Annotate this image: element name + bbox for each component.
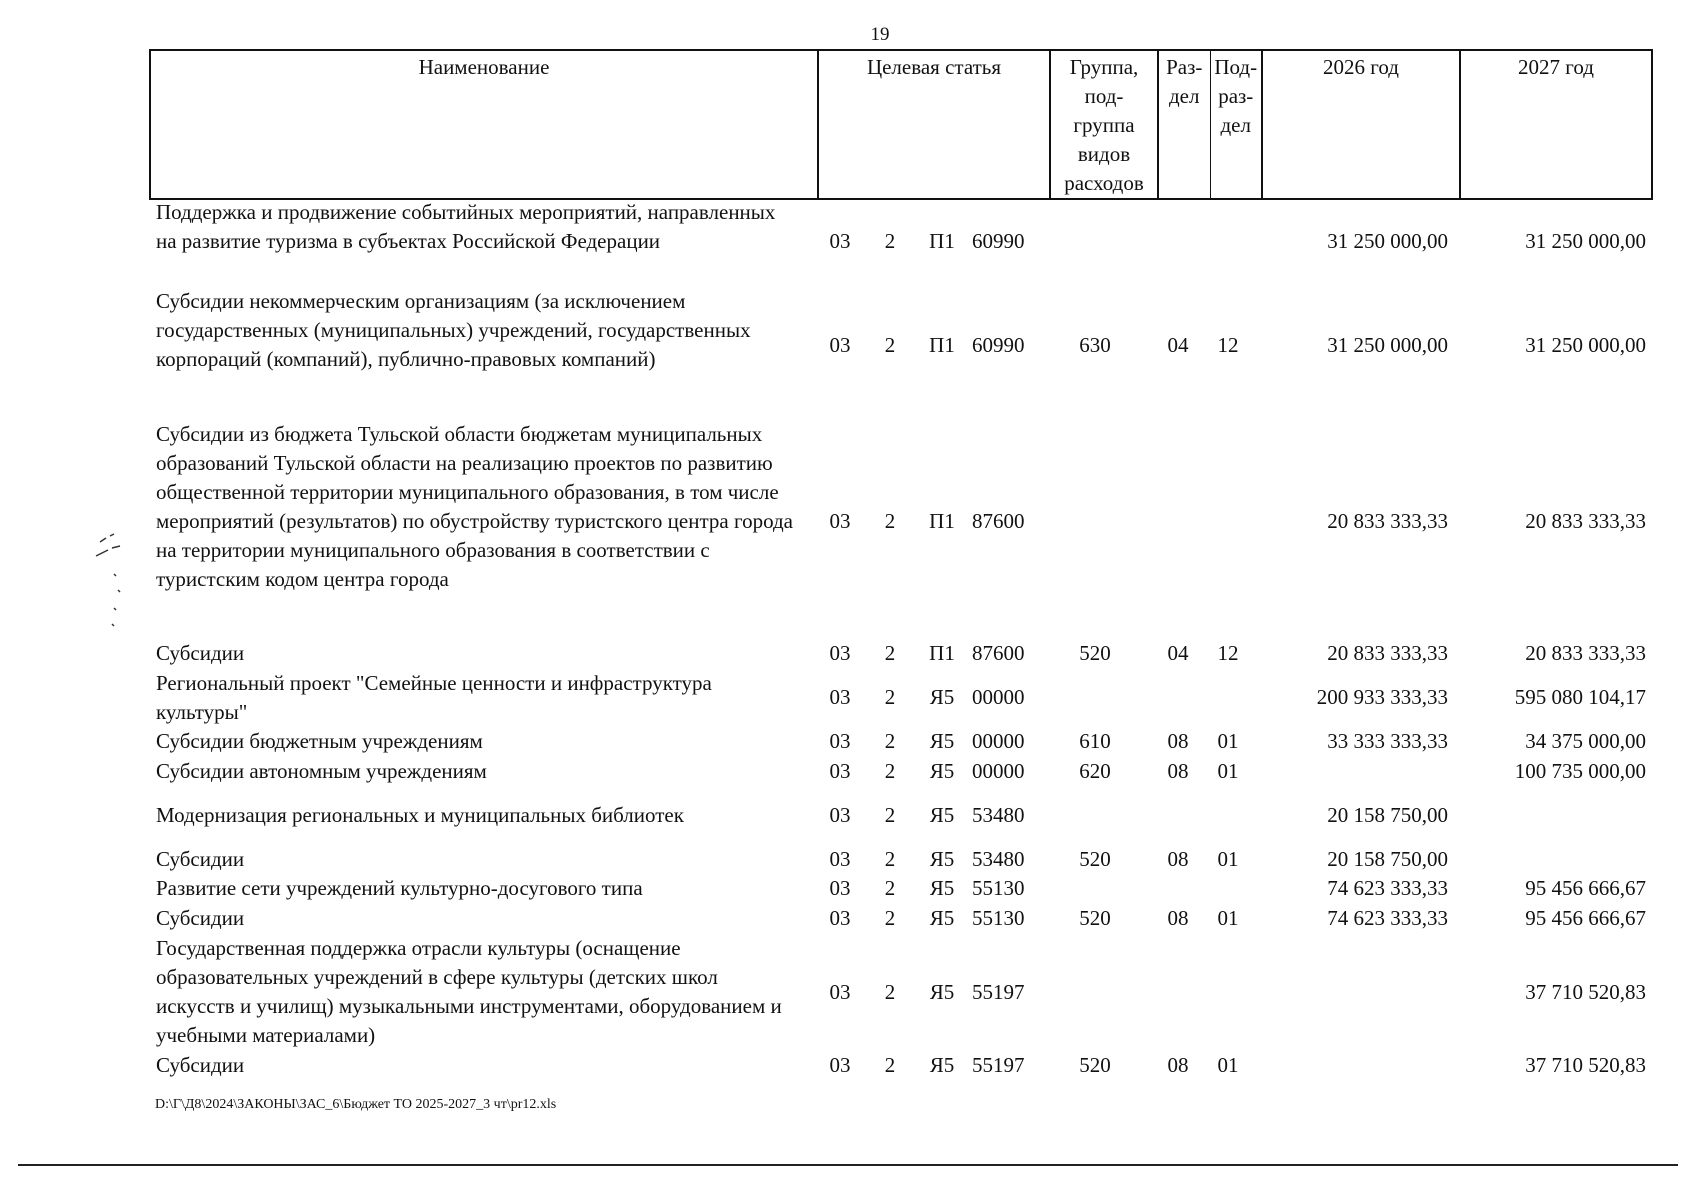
code-1: 03	[829, 641, 851, 665]
code-2: 2	[884, 641, 896, 665]
code-4: 55130	[972, 906, 1025, 930]
code-1: 03	[829, 876, 851, 900]
code-4: 87600	[972, 641, 1025, 665]
code-1: 03	[829, 1053, 851, 1077]
code-1: 03	[829, 729, 851, 753]
code-3: Я5	[929, 759, 955, 783]
code-4: 60990	[972, 229, 1025, 253]
header-section: Раз- дел	[1158, 50, 1210, 199]
expense-group: 520	[1079, 1053, 1111, 1077]
subsection: 01	[1217, 847, 1239, 871]
row-name: Субсидии некоммерческим организациям (за исключением государственных (муниципальных) учреждений, государственных корпораций (компаний), публично-правовых компаний)	[156, 289, 751, 371]
page-number: 19	[870, 24, 890, 45]
amount-2026: 20 833 333,33	[1327, 509, 1448, 533]
subsection: 01	[1217, 906, 1239, 930]
amount-2027: 20 833 333,33	[1525, 509, 1646, 533]
code-4: 00000	[972, 729, 1025, 753]
code-3: Я5	[929, 729, 955, 753]
amount-2027: 37 710 520,83	[1525, 1053, 1646, 1077]
amount-2026: 20 833 333,33	[1327, 641, 1448, 665]
code-1: 03	[829, 906, 851, 930]
file-path: D:\Г\Д8\2024\ЗАКОНЫ\ЗАС_6\Бюджет ТО 2025-2027_3 чт\pr12.xls	[155, 1097, 557, 1112]
header-year-2027: 2027 год	[1460, 50, 1652, 199]
code-3: П1	[929, 333, 955, 357]
section: 08	[1167, 1053, 1189, 1077]
code-1: 03	[829, 685, 851, 709]
code-3: Я5	[929, 847, 955, 871]
code-2: 2	[884, 803, 896, 827]
code-3: Я5	[929, 803, 955, 827]
subsection: 01	[1217, 1053, 1239, 1077]
amount-2027: 595 080 104,17	[1514, 685, 1646, 709]
header-group: Группа, под- группа видов расходов	[1050, 50, 1158, 199]
row-name: Субсидии бюджетным учреждениям	[156, 729, 483, 753]
header-year-2026: 2026 год	[1262, 50, 1460, 199]
section: 08	[1167, 759, 1189, 783]
code-1: 03	[829, 803, 851, 827]
expense-group: 610	[1079, 729, 1111, 753]
code-4: 87600	[972, 509, 1025, 533]
code-4: 53480	[972, 847, 1025, 871]
section: 08	[1167, 847, 1189, 871]
code-1: 03	[829, 980, 851, 1004]
expense-group: 620	[1079, 759, 1111, 783]
amount-2027: 100 735 000,00	[1514, 759, 1646, 783]
code-2: 2	[884, 729, 896, 753]
amount-2027: 20 833 333,33	[1525, 641, 1646, 665]
code-2: 2	[884, 876, 896, 900]
code-2: 2	[884, 906, 896, 930]
code-3: Я5	[929, 1053, 955, 1077]
amount-2027: 37 710 520,83	[1525, 980, 1646, 1004]
amount-2026: 31 250 000,00	[1327, 229, 1448, 253]
amount-2027: 34 375 000,00	[1525, 729, 1646, 753]
code-2: 2	[884, 333, 896, 357]
expense-group: 520	[1079, 641, 1111, 665]
code-4: 55130	[972, 876, 1025, 900]
code-1: 03	[829, 847, 851, 871]
amount-2026: 33 333 333,33	[1327, 729, 1448, 753]
code-2: 2	[884, 509, 896, 533]
code-4: 00000	[972, 759, 1025, 783]
code-4: 55197	[972, 980, 1025, 1004]
code-3: Я5	[929, 906, 955, 930]
subsection: 12	[1217, 333, 1239, 357]
code-4: 60990	[972, 333, 1025, 357]
row-name: Субсидии из бюджета Тульской области бюджетам муниципальных образований Тульской области на реализацию проектов по развитию общественной территории муниципального образования, в том числе мероприятий (результатов) по обустройству туристского центра города на территории муниципального образования в соответствии с туристским кодом центра города	[156, 422, 793, 591]
section: 08	[1167, 729, 1189, 753]
row-name: Субсидии	[156, 906, 245, 930]
row-name: Субсидии	[156, 847, 245, 871]
code-4: 53480	[972, 803, 1025, 827]
amount-2026: 200 933 333,33	[1316, 685, 1448, 709]
code-4: 00000	[972, 685, 1025, 709]
header-subsection: Под- раз- дел	[1210, 50, 1262, 199]
pen-marks-icon	[90, 528, 140, 628]
code-2: 2	[884, 1053, 896, 1077]
row-name: Развитие сети учреждений культурно-досугового типа	[156, 876, 643, 900]
code-2: 2	[884, 229, 896, 253]
code-4: 55197	[972, 1053, 1025, 1077]
header-target: Целевая статья	[818, 50, 1050, 199]
subsection: 01	[1217, 729, 1239, 753]
code-1: 03	[829, 759, 851, 783]
code-1: 03	[829, 229, 851, 253]
expense-group: 520	[1079, 906, 1111, 930]
expense-group: 630	[1079, 333, 1111, 357]
section: 04	[1167, 641, 1189, 665]
row-name: Региональный проект "Семейные ценности и инфраструктура культуры"	[156, 671, 712, 724]
amount-2026: 20 158 750,00	[1327, 847, 1448, 871]
amount-2026: 74 623 333,33	[1327, 876, 1448, 900]
code-2: 2	[884, 685, 896, 709]
row-name: Субсидии	[156, 1053, 245, 1077]
code-3: П1	[929, 229, 955, 253]
header-name: Наименование	[150, 50, 818, 199]
amount-2027: 95 456 666,67	[1525, 876, 1646, 900]
section: 04	[1167, 333, 1189, 357]
section: 08	[1167, 906, 1189, 930]
code-1: 03	[829, 333, 851, 357]
code-3: Я5	[929, 685, 955, 709]
amount-2027: 31 250 000,00	[1525, 229, 1646, 253]
code-2: 2	[884, 980, 896, 1004]
amount-2026: 31 250 000,00	[1327, 333, 1448, 357]
code-2: 2	[884, 847, 896, 871]
code-2: 2	[884, 759, 896, 783]
code-3: Я5	[929, 980, 955, 1004]
amount-2027: 95 456 666,67	[1525, 906, 1646, 930]
amount-2026: 74 623 333,33	[1327, 906, 1448, 930]
code-3: П1	[929, 509, 955, 533]
row-name: Государственная поддержка отрасли культуры (оснащение образовательных учреждений в сфере культуры (детских школ искусств и училищ) музыкальными инструментами, оборудованием и учебными материалами)	[156, 936, 782, 1047]
amount-2027: 31 250 000,00	[1525, 333, 1646, 357]
subsection: 01	[1217, 759, 1239, 783]
subsection: 12	[1217, 641, 1239, 665]
code-3: Я5	[929, 876, 955, 900]
amount-2026: 20 158 750,00	[1327, 803, 1448, 827]
code-3: П1	[929, 641, 955, 665]
row-name: Поддержка и продвижение событийных мероприятий, направленных на развитие туризма в субъектах Российской Федерации	[156, 200, 776, 253]
expense-group: 520	[1079, 847, 1111, 871]
code-1: 03	[829, 509, 851, 533]
bottom-divider	[18, 1164, 1678, 1166]
row-name: Субсидии	[156, 641, 245, 665]
row-name: Субсидии автономным учреждениям	[156, 759, 487, 783]
row-name: Модернизация региональных и муниципальных библиотек	[156, 803, 684, 827]
